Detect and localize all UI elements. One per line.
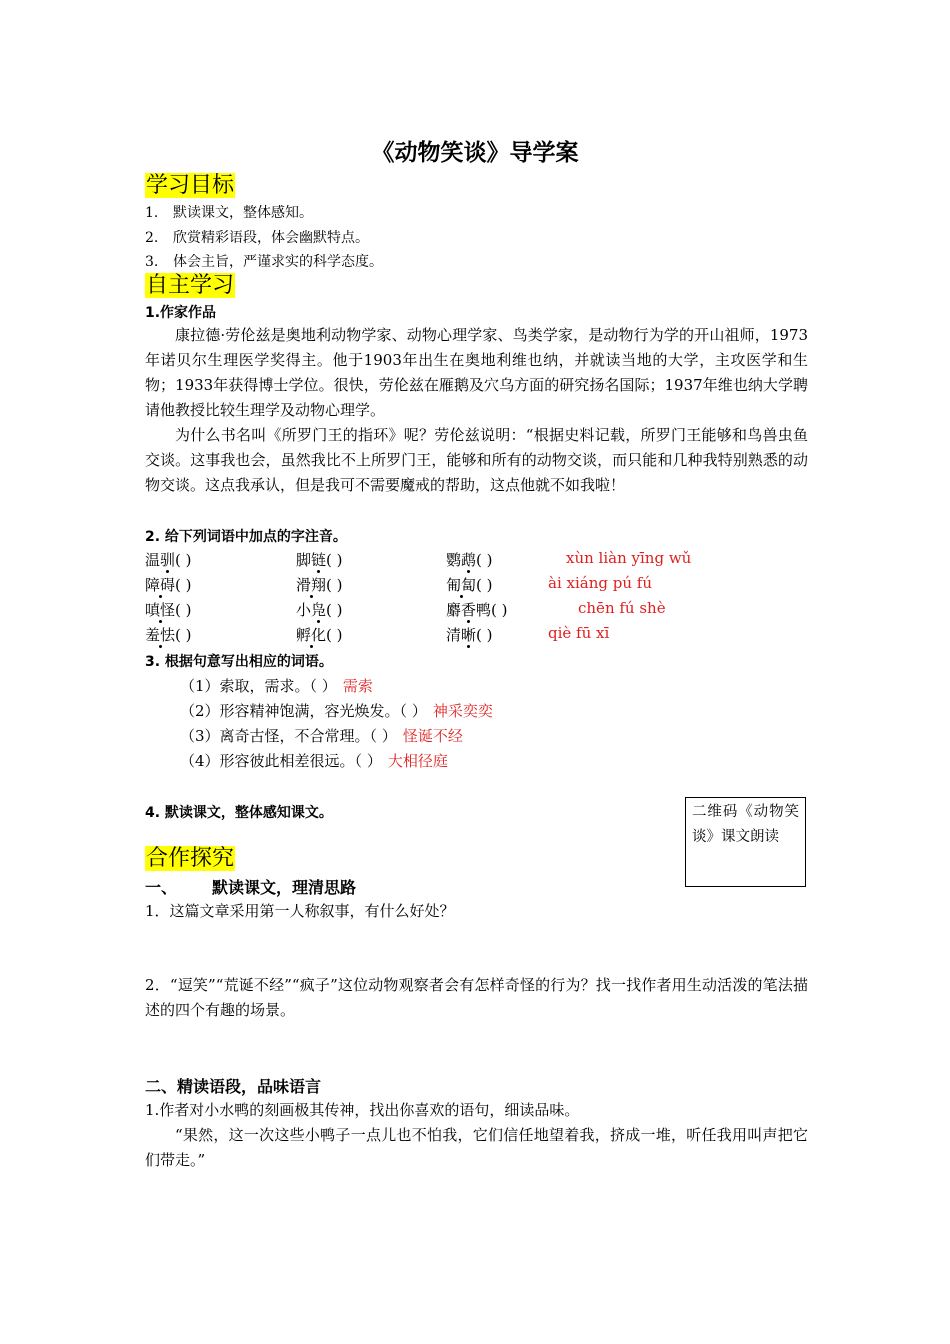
goal-item [145, 202, 313, 222]
cooperation-heading: 合作探究 [146, 846, 235, 871]
goals-heading: 学习目标 [146, 173, 235, 198]
part2-quote: “果然，这一次这些小鸭子一点儿也不怕我，它们信任地望着我，挤成一堆，听任我用叫声把它们带走。” [145, 1126, 808, 1169]
q3-answer: 神采奕奕 [432, 702, 493, 720]
pinyin-word [446, 624, 493, 645]
pinyin-word [145, 624, 192, 645]
part1-question-1: 1．这篇文章采用第一人称叙事，有什么好处？ [145, 902, 455, 920]
pinyin-word [446, 574, 493, 595]
dotted-char: 孵化 [296, 626, 327, 644]
blank: ( ) [326, 601, 343, 619]
pinyin-word [296, 549, 343, 570]
goal-number: 3. [145, 254, 159, 270]
pinyin-word [446, 599, 508, 620]
q4-title: 4. 默读课文，整体感知课文。 [145, 805, 333, 821]
part1-title: 默读课文，理清思路 [212, 878, 357, 897]
blank: ( ) [326, 626, 343, 644]
blank: ( ) [476, 626, 493, 644]
dotted-char: 羞怯 [145, 626, 176, 644]
word-char: 温 [145, 551, 161, 569]
word-char: 脚 [296, 551, 312, 569]
pinyin-word [296, 599, 343, 620]
q2-title: 2. 给下列词语中加点的字注音。 [145, 529, 347, 545]
section-heading-self-study [145, 273, 235, 299]
pinyin-word [145, 599, 192, 620]
word-char: 鹦 [446, 551, 462, 569]
q3-item-text: （2）形容精神饱满，容光焕发。（ ） [180, 702, 427, 720]
pinyin-answer: chēn fú shè [578, 599, 666, 617]
q3-answer: 怪诞不经 [402, 727, 463, 745]
q3-item-text: （4）形容彼此相差很远。（ ） [180, 752, 382, 770]
q3-answer: 大相径庭 [387, 752, 448, 770]
dotted-char: 晰 [461, 626, 477, 644]
blank: ( ) [491, 601, 508, 619]
goal-text: 默读课文，整体感知。 [173, 205, 313, 221]
goal-item [145, 251, 383, 271]
q3-item [180, 725, 463, 746]
part2-title: 二、精读语段，品味语言 [145, 1077, 322, 1096]
blank: ( ) [326, 551, 343, 569]
pinyin-word [145, 574, 192, 595]
dotted-char: 障碍 [145, 576, 176, 594]
goal-number: 1. [145, 205, 159, 221]
qr-code-box: 二维码《动物笑谈》课文朗读 [685, 797, 806, 887]
pinyin-word [296, 624, 343, 645]
q3-item [180, 750, 448, 771]
blank: ( ) [175, 626, 192, 644]
q3-item [180, 675, 373, 696]
goal-item [145, 227, 369, 247]
dotted-char: 麝香鸭 [446, 601, 492, 619]
page-title: 《动物笑谈》导学案 [371, 140, 579, 166]
word-char: 小 [296, 601, 312, 619]
part2-question-1: 1.作者对小水鸭的刻画极其传神，找出你喜欢的语句，细读品味。 [145, 1101, 580, 1119]
dotted-char: 滑翔 [296, 576, 327, 594]
author-paragraph-1: 康拉德·劳伦兹是奥地利动物学家、动物心理学家、鸟类学家，是动物行为学的开山祖师，1973年诺贝尔生理医学奖得主。他于1903年出生在奥地利维也纳，并就读当地的大学，主攻医学和生物；1933年获得博士学位。很快，劳伦兹在雁鹅及穴乌方面的研究扬名国际；1937年维也纳大学聘请他教授比较生理学及动物心理学。 [145, 326, 808, 419]
q1-title: 1.作家作品 [145, 305, 217, 321]
dotted-char: 凫 [311, 601, 327, 619]
q3-item-text: （3）离奇古怪，不合常理。（ ） [180, 727, 397, 745]
pinyin-word [296, 574, 343, 595]
q3-item [180, 700, 493, 721]
dotted-char: 鹉 [461, 551, 477, 569]
blank: ( ) [175, 551, 192, 569]
dotted-char: 嗔怪 [145, 601, 176, 619]
dotted-char: 驯 [160, 551, 176, 569]
q3-answer: 需索 [342, 677, 373, 695]
pinyin-word [145, 549, 192, 570]
blank: ( ) [476, 551, 493, 569]
blank: ( ) [326, 576, 343, 594]
pinyin-answer: qiè fū xī [548, 624, 610, 642]
blank: ( ) [175, 601, 192, 619]
q3-title: 3. 根据句意写出相应的词语。 [145, 654, 333, 670]
blank: ( ) [175, 576, 192, 594]
pinyin-answer: xùn liàn yīng wǔ [566, 549, 692, 567]
self-study-heading: 自主学习 [146, 273, 235, 298]
q3-item-text: （1）索取，需求。（ ） [180, 677, 337, 695]
word-char: 清 [446, 626, 462, 644]
goal-number: 2. [145, 230, 159, 246]
goal-text: 体会主旨，严谨求实的科学态度。 [173, 254, 383, 270]
dotted-char: 匍匐 [446, 576, 477, 594]
pinyin-word [446, 549, 493, 570]
part1-question-2: 2．“逗笑”“荒诞不经”“疯子”这位动物观察者会有怎样奇怪的行为？找一找作者用生动活泼的笔法描述的四个有趣的场景。 [145, 976, 808, 1019]
author-paragraph-2: 为什么书名叫《所罗门王的指环》呢？劳伦兹说明：“根据史料记载，所罗门王能够和鸟兽虫鱼交谈。这事我也会，虽然我比不上所罗门王，能够和所有的动物交谈，而只能和几种我特别熟悉的动物交谈。这点我承认，但是我可不需要魔戒的帮助，这点他就不如我啦！ [145, 426, 808, 494]
section-heading-goals [145, 173, 235, 199]
pinyin-answer: ài xiáng pú fú [548, 574, 652, 592]
part1-number: 一、 [145, 878, 178, 897]
blank: ( ) [476, 576, 493, 594]
goal-text: 欣赏精彩语段，体会幽默特点。 [173, 230, 369, 246]
dotted-char: 链 [311, 551, 327, 569]
section-heading-cooperation [145, 846, 235, 872]
